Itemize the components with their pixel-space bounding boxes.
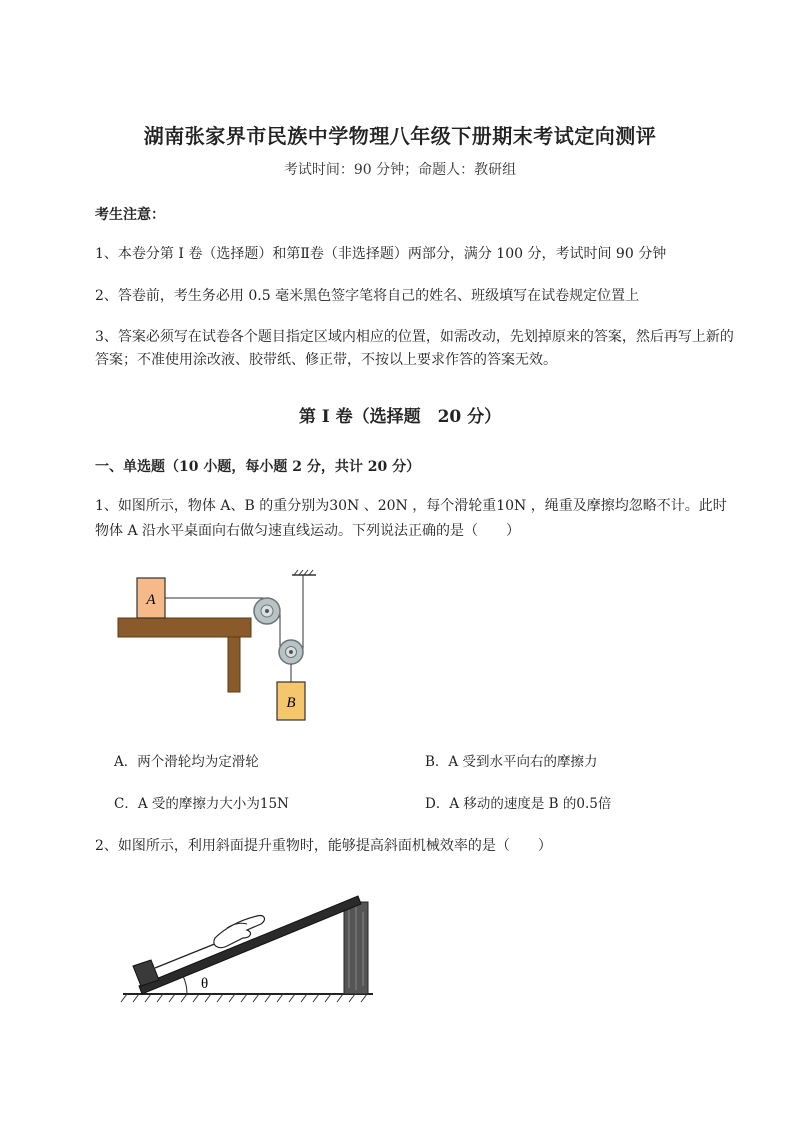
notice-item-1: 1、本卷分第 I 卷（选择题）和第Ⅱ卷（非选择题）两部分，满分 100 分，考试时间 90 分钟 (95, 246, 667, 262)
option-1c[interactable]: C．A 受的摩擦力大小为15N (114, 796, 289, 812)
block-a-label: A (146, 592, 156, 608)
question-2-text: 2、如图所示，利用斜面提升重物时，能够提高斜面机械效率的是（ ） (95, 838, 552, 854)
option-1a[interactable]: A．两个滑轮均为定滑轮 (114, 754, 259, 770)
incline-figure (115, 880, 380, 1010)
notice-item-2: 2、答卷前，考生务必用 0.5 毫米黑色签字笔将自己的姓名、班级填写在试卷规定位置上 (95, 288, 640, 304)
pulley-figure (110, 565, 330, 730)
option-1d[interactable]: D．A 移动的速度是 B 的0.5倍 (425, 796, 612, 812)
block-b-label: B (286, 695, 296, 711)
part-heading: 一、单选题（10 小题，每小题 2 分，共计 20 分） (95, 459, 421, 475)
exam-info: 考试时间：90 分钟；命题人：教研组 (283, 162, 517, 178)
question-1-text: 1、如图所示，物体 A、B 的重分别为30N 、20N ，每个滑轮重10N ，绳重及摩擦均忽略不计。此时物体 A 沿水平桌面向右做匀速直线运动。下列说法正确的是（ ） (95, 498, 727, 539)
section-title: 第 I 卷（选择题 20 分） (298, 407, 502, 427)
page-title: 湖南张家界市民族中学物理八年级下册期末考试定向测评 (143, 124, 657, 148)
notice-item-3: 3、答案必须写在试卷各个题目指定区域内相应的位置，如需改动，先划掉原来的答案，然后再写上新的答案；不准使用涂改液、胶带纸、修正带，不按以上要求作答的答案无效。 (95, 329, 734, 368)
option-1b[interactable]: B．A 受到水平向右的摩擦力 (425, 754, 598, 770)
notice-heading: 考生注意： (95, 207, 165, 223)
angle-label: θ (201, 976, 209, 992)
